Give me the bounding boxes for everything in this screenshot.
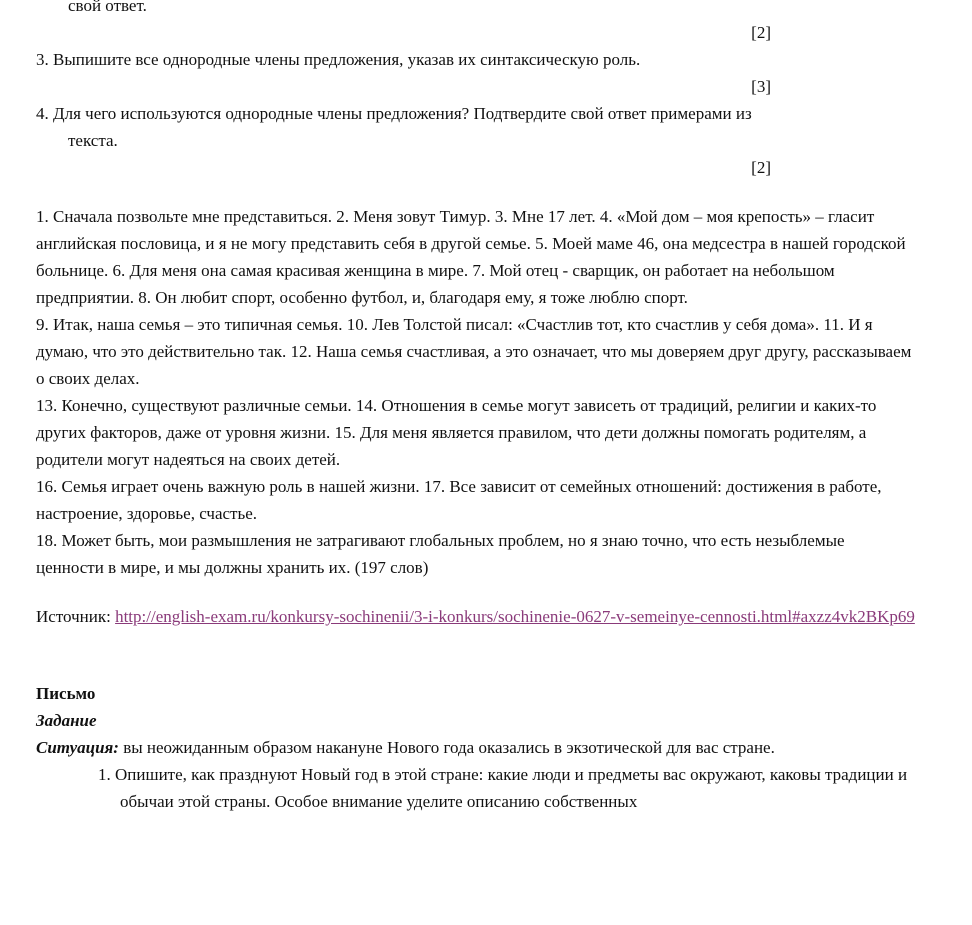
list-item-text: Опишите, как празднуют Новый год в этой стране: какие люди и предметы вас окружают, каковы традиции и обычаи этой страны. Особое внимание уделите описанию собственных [115,765,908,811]
situation-line [36,734,916,761]
essay-paragraph: 1. Сначала позвольте мне представиться. 2. Меня зовут Тимур. 3. Мне 17 лет. 4. «Мой дом – моя крепость» – гласит английская пословица, и я не могу представить себя в другой семье. 5. Моей маме 46, она медсестра в нашей городской больнице. 6. Для меня она самая красивая женщина в мире. 7. Мой отец - сварщик, он работает на небольшом предприятии. 8. Он любит спорт, особенно футбол, и, благодаря ему, я тоже люблю спорт. [36,207,906,307]
source-link[interactable]: http://english-exam.ru/konkursy-sochinenii/3-i-konkurs/sochinenie-0627-v-semeinye-cennosti.html#axzz4vk2BKp69 [115,607,915,626]
situation-text: вы неожиданным образом накануне Нового года оказались в экзотической для вас стране. [123,738,775,757]
score-mark: [2] [751,23,771,42]
document-page [36,0,916,815]
question-4 [36,100,916,127]
essay-text [36,203,916,581]
spacer [36,181,916,203]
question-3 [36,46,916,73]
situation-label: Ситуация: [36,738,119,757]
list-item [68,761,916,815]
question-4-continuation: текста. [68,131,118,150]
score-mark: [3] [751,77,771,96]
spacer [36,581,916,603]
source-line [36,603,916,630]
previous-question-tail: свой ответ. [68,0,147,15]
section-heading: Письмо [36,684,96,703]
task-label: Задание [36,711,97,730]
essay-paragraph: 16. Семья играет очень важную роль в нашей жизни. 17. Все зависит от семейных отношений: достижения в работе, настроение, здоровье, счастье. [36,477,882,523]
question-text: Выпишите все однородные члены предложения, указав их синтаксическую роль. [53,50,641,69]
question-text: Для чего используются однородные члены предложения? Подтвердите свой ответ примерами из [53,104,752,123]
question-number: 4. [36,104,49,123]
essay-paragraph: 13. Конечно, существуют различные семьи. 14. Отношения в семье могут зависеть от традиций, религии и каких-то других факторов, даже от уровня жизни. 15. Для меня является правилом, что дети должны помогать родителям, а родители могут надеяться на своих детей. [36,396,877,469]
essay-paragraph: 9. Итак, наша семья – это типичная семья. 10. Лев Толстой писал: «Счастлив тот, кто счастлив у себя дома». 11. И я думаю, что это действительно так. 12. Наша семья счастливая, а это означает, что мы доверяем друг другу, рассказываем о своих делах. [36,315,912,388]
spacer [36,630,916,680]
essay-paragraph: 18. Может быть, мои размышления не затрагивают глобальных проблем, но я знаю точно, что есть незыблемые ценности в мире, и мы должны хранить их. (197 слов) [36,531,845,577]
source-label: Источник: [36,607,111,626]
score-mark: [2] [751,158,771,177]
list-item-number: 1. [98,765,111,784]
question-number: 3. [36,50,49,69]
